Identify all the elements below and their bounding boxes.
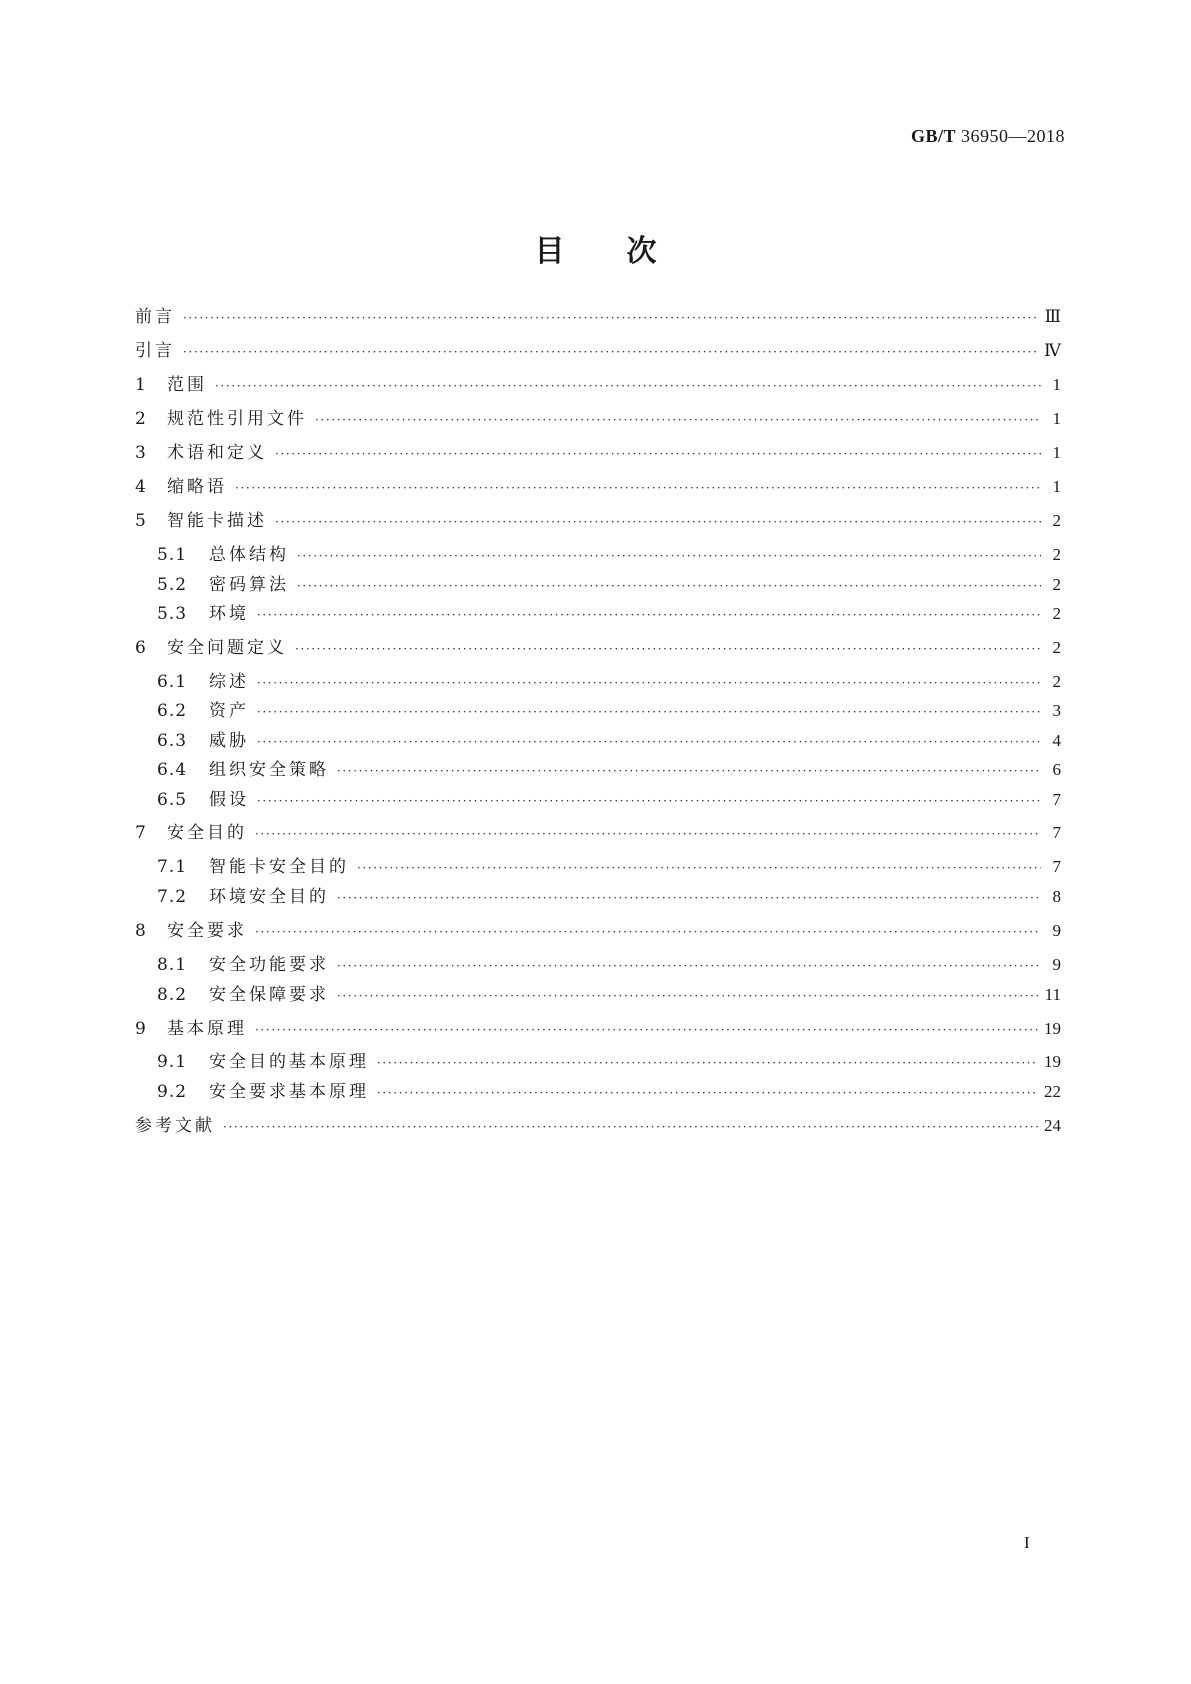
- toc-entry-page: 2: [1052, 604, 1061, 623]
- toc-entry-number: 5.1: [157, 545, 188, 565]
- toc-entry[interactable]: [135, 441, 1061, 465]
- toc-entry-page: 1: [1052, 477, 1061, 496]
- toc-leader-dots: [257, 671, 1041, 695]
- toc-entry[interactable]: [135, 919, 1061, 943]
- toc-entry-number: 8.2: [157, 985, 188, 1005]
- toc-entry[interactable]: [135, 636, 1061, 660]
- toc-entry-page: 2: [1052, 672, 1061, 691]
- toc-leader-dots: [223, 1115, 1038, 1139]
- toc-entry-page: 3: [1052, 701, 1061, 720]
- toc-leader-dots: [215, 374, 1041, 398]
- toc-entry[interactable]: [135, 305, 1061, 329]
- toc-entry[interactable]: [135, 407, 1061, 431]
- footer-page-number: I: [1024, 1533, 1030, 1552]
- toc-entry-label: 智能卡描述: [167, 511, 267, 531]
- toc-entry-label: 安全保障要求: [209, 985, 329, 1005]
- toc-entry-page: 1: [1052, 443, 1061, 462]
- toc-entry-page: 2: [1052, 545, 1061, 564]
- toc-leader-dots: [275, 442, 1041, 466]
- toc-entry-label: 安全功能要求: [209, 955, 329, 975]
- toc-entry-number: 6: [135, 638, 147, 658]
- toc-entry-label: 术语和定义: [167, 443, 267, 463]
- toc-entry-label: 引言: [135, 341, 175, 361]
- toc-leader-dots: [357, 856, 1041, 880]
- toc-entry-page: 22: [1044, 1082, 1061, 1101]
- standard-number: 36950—2018: [961, 126, 1065, 146]
- toc-entry[interactable]: [135, 699, 1061, 723]
- toc-leader-dots: [255, 822, 1041, 846]
- toc-leader-dots: [235, 476, 1041, 500]
- toc-entry-label: 安全要求: [167, 921, 247, 941]
- toc-entry[interactable]: [135, 1017, 1061, 1041]
- toc-entry-number: 6.4: [157, 760, 188, 780]
- toc-entry-page: 7: [1052, 823, 1061, 842]
- toc-entry-page: 19: [1044, 1052, 1061, 1071]
- toc-entry-label: 规范性引用文件: [167, 409, 307, 429]
- toc-entry-label: 威胁: [209, 731, 249, 751]
- toc-entry[interactable]: [135, 953, 1061, 977]
- toc-entry[interactable]: [135, 788, 1061, 812]
- toc-entry-number: 9: [135, 1019, 147, 1039]
- toc-entry-label: 综述: [209, 672, 249, 692]
- toc-entry-label: 缩略语: [167, 477, 227, 497]
- toc-entry[interactable]: [135, 885, 1061, 909]
- toc-entry-page: 9: [1052, 955, 1061, 974]
- toc-entry[interactable]: [135, 758, 1061, 782]
- toc-entry-page: 11: [1044, 985, 1061, 1004]
- toc-entry-page: Ⅳ: [1044, 341, 1061, 360]
- toc-entry-label: 智能卡安全目的: [209, 857, 349, 877]
- toc-leader-dots: [183, 306, 1039, 330]
- toc-entry-page: Ⅲ: [1044, 307, 1061, 326]
- toc-entry-page: 2: [1052, 638, 1061, 657]
- toc-leader-dots: [255, 920, 1041, 944]
- toc-entry-page: 7: [1052, 790, 1061, 809]
- toc-entry-page: 6: [1052, 760, 1061, 779]
- toc-leader-dots: [257, 603, 1041, 627]
- toc-entry[interactable]: [135, 670, 1061, 694]
- toc-entry-number: 1: [135, 375, 147, 395]
- toc-entry-number: 7: [135, 823, 147, 843]
- toc-entry[interactable]: [135, 602, 1061, 626]
- toc-entry-page: 1: [1052, 375, 1061, 394]
- toc-leader-dots: [337, 759, 1041, 783]
- toc-entry[interactable]: [135, 729, 1061, 753]
- toc-entry[interactable]: [135, 1050, 1061, 1074]
- toc-entry-number: 2: [135, 409, 147, 429]
- toc-entry[interactable]: [135, 983, 1061, 1007]
- toc-entry-number: 9.2: [157, 1082, 188, 1102]
- toc-leader-dots: [257, 730, 1041, 754]
- toc-entry-number: 5.2: [157, 575, 188, 595]
- toc-entry-number: 5.3: [157, 604, 188, 624]
- toc-entry-label: 环境: [209, 604, 249, 624]
- toc-leader-dots: [377, 1051, 1038, 1075]
- toc-leader-dots: [183, 340, 1038, 364]
- toc-entry-label: 资产: [209, 701, 249, 721]
- toc-entry[interactable]: [135, 821, 1061, 845]
- toc-entry-page: 2: [1052, 575, 1061, 594]
- toc-entry-number: 9.1: [157, 1052, 188, 1072]
- toc-entry-label: 密码算法: [209, 575, 289, 595]
- toc-entry-label: 安全问题定义: [167, 638, 287, 658]
- toc-entry-number: 6.5: [157, 790, 188, 810]
- toc-entry-label: 安全要求基本原理: [209, 1082, 369, 1102]
- toc-entry-page: 7: [1052, 857, 1061, 876]
- toc-entry-label: 总体结构: [209, 545, 289, 565]
- toc-entry-number: 4: [135, 477, 147, 497]
- toc-entry-page: 4: [1052, 731, 1061, 750]
- toc-entry-page: 1: [1052, 409, 1061, 428]
- toc-leader-dots: [297, 574, 1041, 598]
- toc-entry-page: 8: [1052, 887, 1061, 906]
- toc-entry-number: 8: [135, 921, 147, 941]
- toc-entry-label: 参考文献: [135, 1116, 215, 1136]
- toc-leader-dots: [297, 544, 1041, 568]
- toc-leader-dots: [275, 510, 1041, 534]
- page-title: 目次: [534, 234, 719, 269]
- toc-leader-dots: [257, 789, 1041, 813]
- toc-entry-label: 假设: [209, 790, 249, 810]
- toc-entry-page: 2: [1052, 511, 1061, 530]
- toc-entry-label: 环境安全目的: [209, 887, 329, 907]
- toc-entry[interactable]: [135, 855, 1061, 879]
- toc-entry[interactable]: [135, 1114, 1061, 1138]
- toc-entry-label: 前言: [135, 307, 175, 327]
- toc-leader-dots: [337, 984, 1039, 1008]
- toc-entry-number: 7.2: [157, 887, 188, 907]
- toc-entry-number: 8.1: [157, 955, 188, 975]
- toc-leader-dots: [295, 637, 1041, 661]
- toc-leader-dots: [377, 1081, 1038, 1105]
- toc-entry[interactable]: [135, 339, 1061, 363]
- toc-entry[interactable]: [135, 1080, 1061, 1104]
- toc-entry-number: 6.3: [157, 731, 188, 751]
- toc-leader-dots: [337, 954, 1041, 978]
- toc-entry[interactable]: [135, 573, 1061, 597]
- toc-entry[interactable]: [135, 373, 1061, 397]
- toc-leader-dots: [337, 886, 1041, 910]
- standard-code: [911, 126, 1065, 147]
- toc-entry-label: 范围: [167, 375, 207, 395]
- toc-entry-label: 安全目的基本原理: [209, 1052, 369, 1072]
- toc-entry[interactable]: [135, 543, 1061, 567]
- standard-prefix: GB/T: [910, 126, 956, 146]
- toc-entry-label: 安全目的: [167, 823, 247, 843]
- toc-entry-number: 3: [135, 443, 147, 463]
- toc-entry-page: 19: [1044, 1019, 1061, 1038]
- toc-entry-number: 6.2: [157, 701, 188, 721]
- toc-entry-label: 组织安全策略: [209, 760, 329, 780]
- toc-entry-number: 5: [135, 511, 147, 531]
- toc-entry[interactable]: [135, 509, 1061, 533]
- toc-entry[interactable]: [135, 475, 1061, 499]
- toc-entry-page: 24: [1044, 1116, 1061, 1135]
- toc-leader-dots: [255, 1018, 1038, 1042]
- toc-entry-page: 9: [1052, 921, 1061, 940]
- toc-entry-number: 7.1: [157, 857, 188, 877]
- toc-entry-label: 基本原理: [167, 1019, 247, 1039]
- toc-entry-number: 6.1: [157, 672, 188, 692]
- toc-leader-dots: [315, 408, 1041, 432]
- toc-leader-dots: [257, 700, 1041, 724]
